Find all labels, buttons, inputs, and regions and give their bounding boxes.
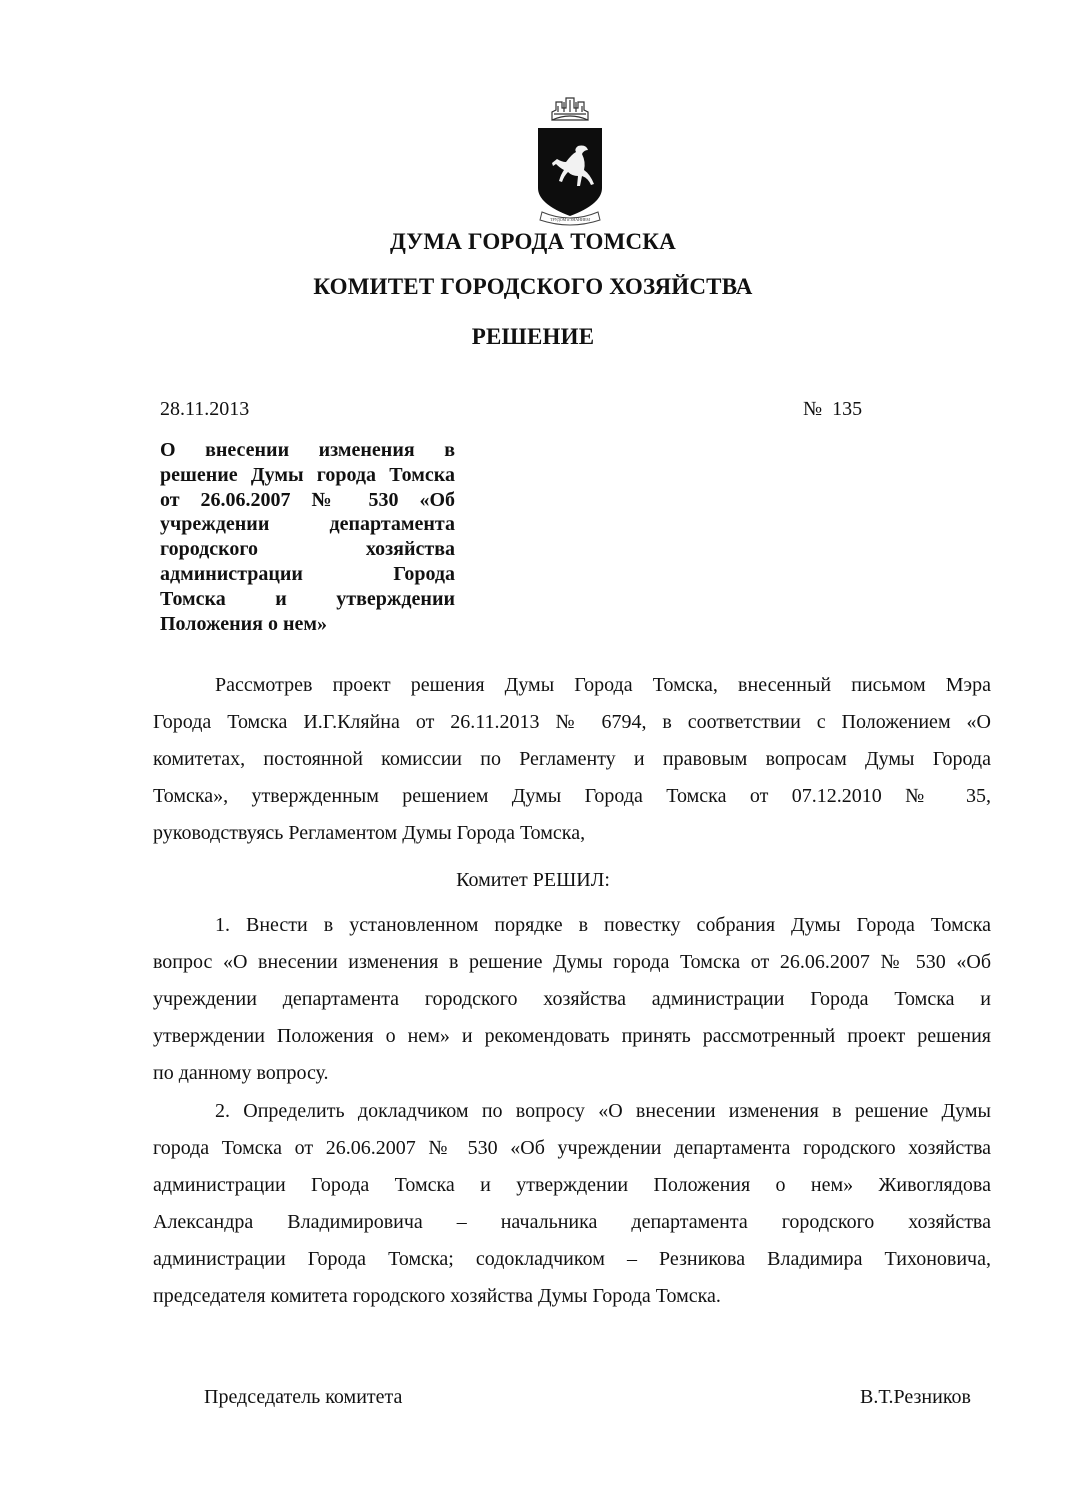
paragraph-line: Томска», утвержденным решением Думы Города Томска от 07.12.2010 № 35,	[153, 785, 991, 807]
emblem-motto: ТРУДОМ и ЗНАНИЕМ	[550, 217, 590, 222]
resolution-item-2	[153, 1093, 991, 1315]
paragraph-line: вопрос «О внесении изменения в решение Думы города Томска от 26.06.2007 № 530 «Об	[153, 951, 991, 973]
resolution-item-1	[153, 907, 991, 1092]
paragraph-line: 1. Внести в установленном порядке в повестку собрания Думы Города Томска	[215, 914, 991, 936]
paragraph-line: комитетах, постоянной комиссии по Регламенту и правовым вопросам Думы Города	[153, 748, 991, 770]
subject-line: Томска и утверждении	[160, 587, 455, 610]
subject-line: администрации Города	[160, 562, 455, 585]
subject-line: О внесении изменения в	[160, 439, 455, 461]
document-subject	[160, 438, 455, 636]
paragraph-line: Города Томска И.Г.Кляйна от 26.11.2013 № 6794, в соответствии с Положением «О	[153, 711, 991, 733]
document-number: № 135	[803, 398, 863, 420]
paragraph-line: администрации Города Томска; содокладчиком – Резникова Владимира Тихоновича,	[153, 1248, 991, 1270]
paragraph-line: города Томска от 26.06.2007 № 530 «Об учреждении департамента городского хозяйства	[153, 1137, 991, 1159]
signatory-name: В.Т.Резников	[860, 1386, 971, 1408]
signatory-role: Председатель комитета	[204, 1386, 403, 1408]
subject-line: решение Думы города Томска	[160, 463, 455, 486]
paragraph-line: 2. Определить докладчиком по вопросу «О внесении изменения в решение Думы	[215, 1100, 991, 1122]
paragraph-line: председателя комитета городского хозяйства Думы Города Томска.	[153, 1285, 721, 1307]
tomsk-coat-of-arms-icon	[528, 92, 612, 228]
paragraph-line: учреждении департамента городского хозяйства администрации Города Томска и	[153, 988, 991, 1010]
paragraph-line: Рассмотрев проект решения Думы Города Томска, внесенный письмом Мэра	[215, 674, 991, 696]
subject-line: учреждении департамента	[160, 513, 455, 536]
paragraph-line: по данному вопросу.	[153, 1062, 329, 1084]
paragraph-line: руководствуясь Регламентом Думы Города Томска,	[153, 822, 586, 844]
subject-line: Положения о нем»	[160, 612, 328, 635]
paragraph-line: администрации Города Томска и утверждении Положения о нем» Живоглядова	[153, 1174, 991, 1196]
paragraph-line: утверждении Положения о нем» и рекомендовать принять рассмотренный проект решения	[153, 1025, 991, 1047]
document-date: 28.11.2013	[160, 398, 250, 420]
subject-line: городского хозяйства	[160, 538, 455, 561]
subject-line: от 26.06.2007 № 530 «Об	[160, 488, 455, 511]
committee-name: КОМИТЕТ ГОРОДСКОГО ХОЗЯЙСТВА	[313, 274, 753, 299]
document-type: РЕШЕНИЕ	[471, 324, 595, 349]
organization-name: ДУМА ГОРОДА ТОМСКА	[390, 229, 676, 254]
resolved-label: Комитет РЕШИЛ:	[456, 869, 610, 891]
paragraph-line: Александра Владимировича – начальника департамента городского хозяйства	[153, 1211, 991, 1233]
intro-paragraph	[153, 667, 991, 852]
